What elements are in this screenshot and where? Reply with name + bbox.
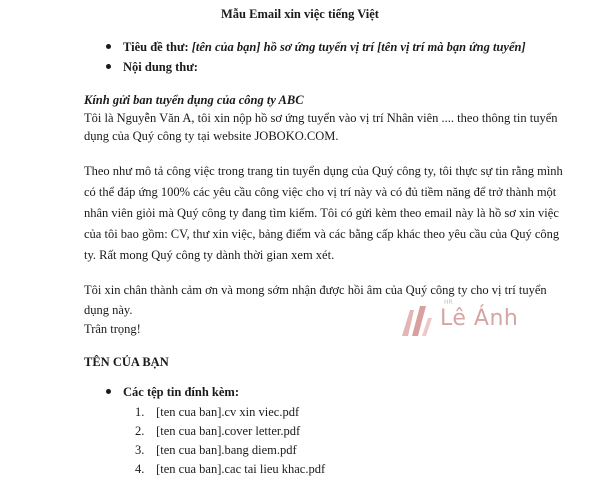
greeting: Kính gửi ban tuyển dụng của công ty ABC: [84, 93, 304, 107]
attachment-item: [135, 424, 300, 439]
bullet-icon: [106, 389, 111, 394]
attachments-heading: [106, 385, 239, 400]
paragraph2-line: nhân viên giỏi mà Quý công ty đang tìm kiếm. Tôi có gửi kèm theo email này là hồ sơ xin việc: [84, 206, 559, 220]
bullet-icon: [106, 64, 111, 69]
content-label: Nội dung thư:: [123, 60, 198, 74]
attachment-number: 3.: [135, 443, 145, 457]
watermark: [400, 296, 530, 346]
paragraph3-line: Tôi xin chân thành cảm ơn và mong sớm nhận được hồi âm của Quý công ty cho vị trí tuyển: [84, 283, 547, 297]
attachment-item: [135, 462, 325, 477]
subject-line: [106, 40, 526, 55]
paragraph2-line: có thể đáp ứng 100% các yêu cầu công việc cho vị trí này và có đủ tiềm năng để trở thành một: [84, 185, 557, 199]
paragraph1-line: dụng của Quý công ty tại website JOBOKO.COM.: [84, 129, 339, 143]
subject-value: [tên của bạn] hồ sơ ứng tuyển vị trí [tên vị trí mà bạn ứng tuyển]: [188, 40, 526, 54]
subject-label: Tiêu đề thư:: [123, 40, 189, 54]
bullet-icon: [106, 44, 111, 49]
closing: Trân trọng!: [84, 322, 141, 336]
attachment-name: [ten cua ban].cover letter.pdf: [156, 424, 301, 438]
attachment-item: [135, 405, 299, 420]
attachment-name: [ten cua ban].cac tai lieu khac.pdf: [156, 462, 326, 476]
attachment-number: 4.: [135, 462, 145, 476]
paragraph1-line: Tôi là Nguyễn Văn A, tôi xin nộp hồ sơ ứng tuyển vào vị trí Nhân viên .... theo thông tin tuyển: [84, 111, 558, 125]
watermark-small-text: HR: [444, 299, 453, 306]
attachment-item: [135, 443, 297, 458]
attachments-label: Các tệp tin đính kèm:: [123, 385, 239, 399]
paragraph2-line: ty. Rất mong Quý công ty dành thời gian xem xét.: [84, 248, 335, 262]
attachment-name: [ten cua ban].cv xin viec.pdf: [156, 405, 300, 419]
content-line: [106, 60, 198, 75]
attachment-number: 1.: [135, 405, 145, 419]
paragraph3-line: dụng này.: [84, 303, 133, 317]
paragraph2-line: Theo như mô tả công việc trong trang tin tuyển dụng của Quý công ty, tôi thực sự tin rằng mình: [84, 164, 563, 178]
brand-logo-icon: [400, 304, 434, 338]
attachment-number: 2.: [135, 424, 145, 438]
watermark-brand: Lê Ánh: [440, 306, 519, 331]
paragraph2-line: của tôi bao gồm: CV, thư xin việc, bảng điểm và các bằng cấp khác theo yêu cầu của Quý công: [84, 227, 560, 241]
attachment-name: [ten cua ban].bang diem.pdf: [156, 443, 297, 457]
document-title: Mẫu Email xin việc tiếng Việt: [221, 7, 379, 21]
signature: TÊN CỦA BẠN: [84, 355, 169, 369]
